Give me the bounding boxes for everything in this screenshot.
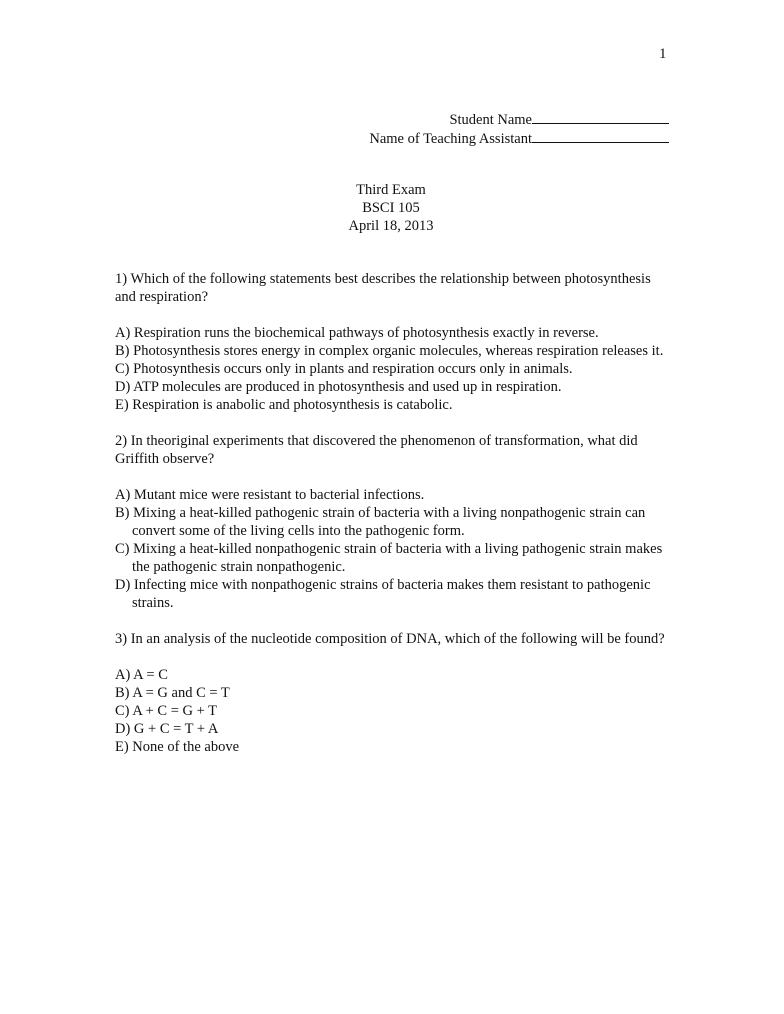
answer-option: B) Photosynthesis stores energy in complex organic molecules, whereas respiration releases it. — [115, 343, 664, 359]
answer-option: C) Photosynthesis occurs only in plants and respiration occurs only in animals. — [115, 361, 573, 377]
ta-name-label: Name of Teaching Assistant — [369, 131, 532, 147]
question-2 — [115, 432, 675, 612]
ta-name-blank[interactable] — [532, 129, 669, 143]
answer-option: B) Mixing a heat-killed pathogenic strain of bacteria with a living nonpathogenic strain can convert some of the living cells into the pathogenic form. — [115, 505, 646, 539]
course-code: BSCI 105 — [362, 200, 420, 216]
question-list — [115, 270, 675, 774]
question-stem: 2) In theoriginal experiments that discovered the phenomenon of transformation, what did Griffith observe? — [115, 433, 638, 467]
exam-date: April 18, 2013 — [348, 218, 434, 234]
answer-option: C) Mixing a heat-killed nonpathogenic strain of bacteria with a living pathogenic strain makes the pathogenic strain nonpathogenic. — [115, 541, 663, 575]
question-stem: 1) Which of the following statements best describes the relationship between photosynthesis and respiration? — [115, 271, 651, 305]
exam-title: Third Exam — [356, 182, 426, 198]
question-1 — [115, 270, 675, 414]
student-name-blank[interactable] — [532, 110, 669, 124]
student-name-label: Student Name — [449, 112, 532, 128]
answer-option: D) G + C = T + A — [115, 721, 219, 737]
header-fields — [369, 110, 669, 148]
answer-option: E) Respiration is anabolic and photosynthesis is catabolic. — [115, 397, 453, 413]
question-stem: 3) In an analysis of the nucleotide composition of DNA, which of the following will be found? — [115, 631, 665, 647]
page-number: 1 — [659, 46, 667, 62]
answer-option: D) Infecting mice with nonpathogenic strains of bacteria makes them resistant to pathogenic strains. — [115, 577, 651, 611]
answer-option: A) A = C — [115, 667, 168, 683]
exam-title-block — [0, 181, 784, 235]
answer-option: B) A = G and C = T — [115, 685, 230, 701]
answer-option: E) None of the above — [115, 739, 240, 755]
answer-option: A) Respiration runs the biochemical pathways of photosynthesis exactly in reverse. — [115, 325, 599, 341]
question-3 — [115, 630, 675, 756]
answer-option: C) A + C = G + T — [115, 703, 218, 719]
answer-option: A) Mutant mice were resistant to bacterial infections. — [115, 487, 425, 503]
ta-name-field — [369, 129, 669, 148]
answer-option: D) ATP molecules are produced in photosynthesis and used up in respiration. — [115, 379, 562, 395]
student-name-field — [369, 110, 669, 129]
